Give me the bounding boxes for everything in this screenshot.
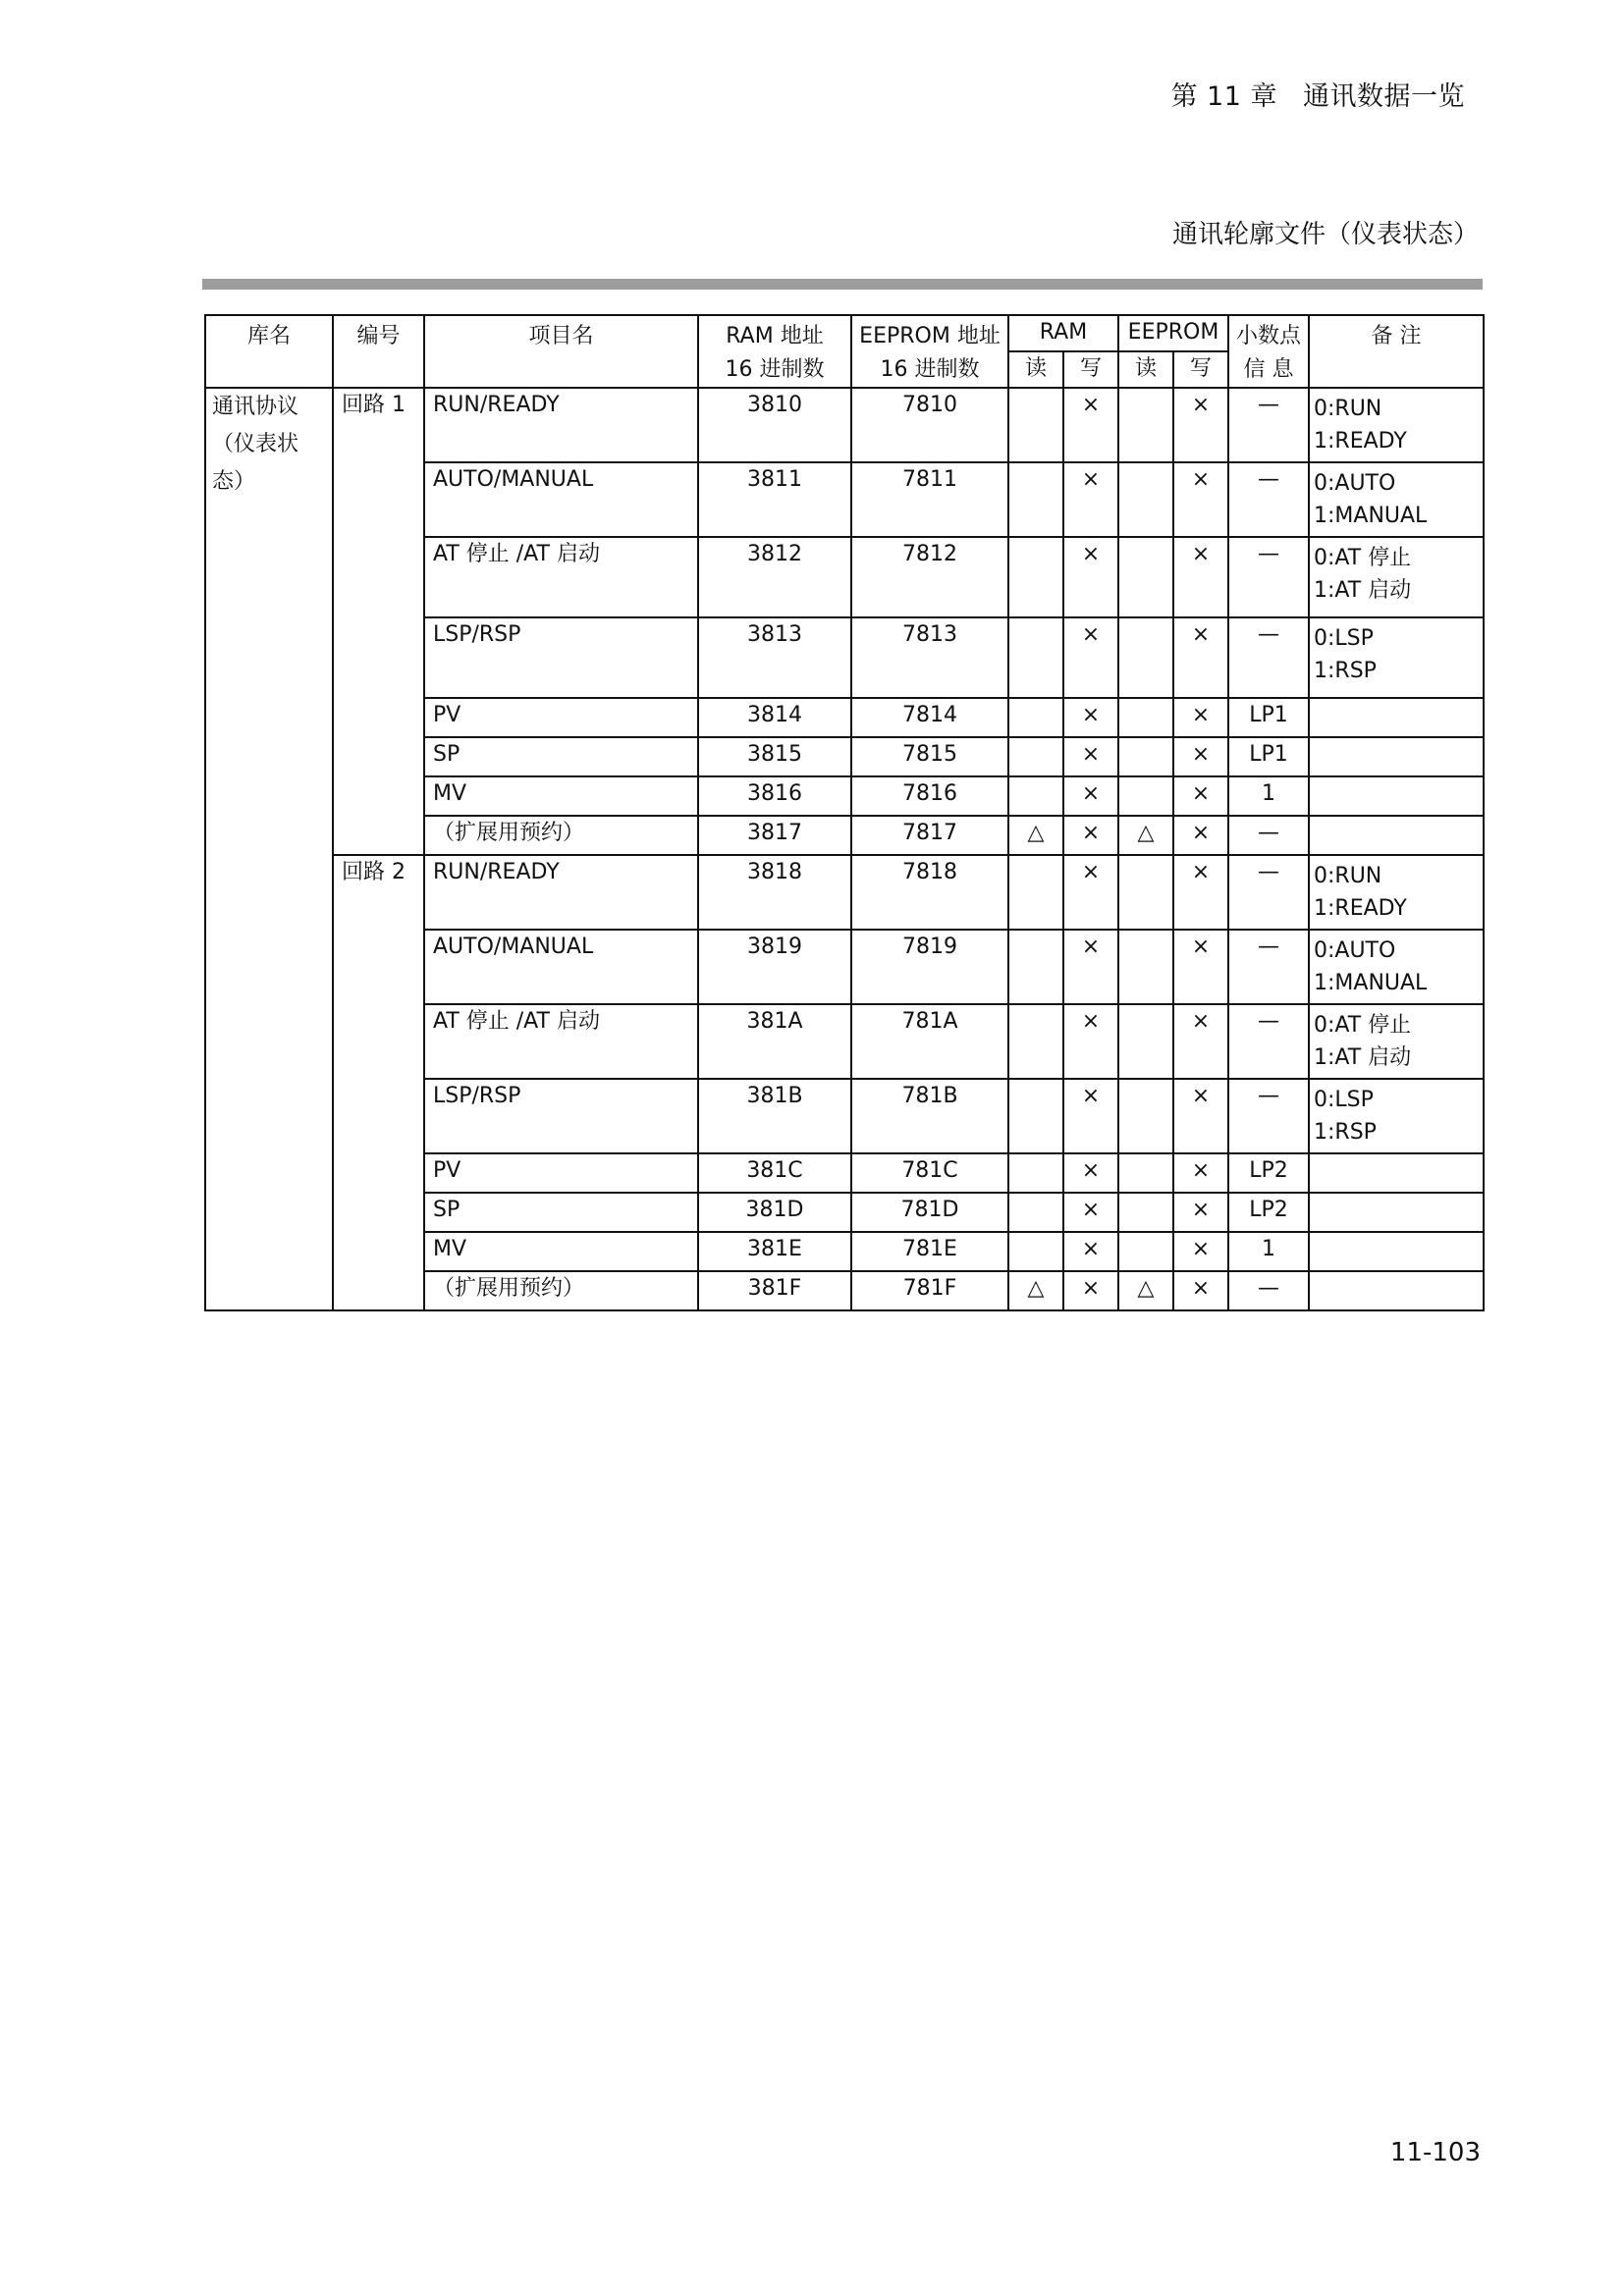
eeprom-write: × [1173, 737, 1228, 776]
ram-write: × [1063, 617, 1118, 698]
ram-write: × [1063, 388, 1118, 462]
ram-write: × [1063, 930, 1118, 1004]
header-number: 编号 [333, 315, 424, 388]
eeprom-write: × [1173, 776, 1228, 816]
ram-write: × [1063, 855, 1118, 930]
eeprom-read [1118, 930, 1173, 1004]
ram-address: 381E [698, 1232, 851, 1271]
item-name: （扩展用预约） [424, 1271, 698, 1310]
ram-address: 3818 [698, 855, 851, 930]
header-decimal: 小数点 信 息 [1228, 315, 1309, 388]
ram-address: 381B [698, 1079, 851, 1153]
ram-read: △ [1008, 1271, 1063, 1310]
ram-read [1008, 1004, 1063, 1079]
ram-write: × [1063, 462, 1118, 537]
table-row [205, 388, 1484, 462]
item-name: （扩展用预约） [424, 816, 698, 855]
eeprom-read [1118, 698, 1173, 737]
ram-read [1008, 462, 1063, 537]
section-title: 通讯轮廓文件（仪表状态） [1171, 220, 1479, 249]
table-header-row [205, 315, 1484, 351]
ram-write: × [1063, 816, 1118, 855]
decimal-info: — [1228, 462, 1309, 537]
eeprom-write: × [1173, 1079, 1228, 1153]
item-name: PV [424, 1153, 698, 1193]
ram-address: 3815 [698, 737, 851, 776]
ram-address: 3813 [698, 617, 851, 698]
eeprom-address: 781A [851, 1004, 1008, 1079]
note [1309, 1193, 1484, 1232]
eeprom-read: △ [1118, 1271, 1173, 1310]
library-name-cell: 通讯协议 （仪表状态） [205, 388, 333, 1310]
eeprom-read [1118, 537, 1173, 617]
decimal-info: 1 [1228, 776, 1309, 816]
eeprom-address: 7813 [851, 617, 1008, 698]
item-name: RUN/READY [424, 388, 698, 462]
eeprom-address: 781D [851, 1193, 1008, 1232]
ram-write: × [1063, 776, 1118, 816]
ram-read [1008, 537, 1063, 617]
note [1309, 737, 1484, 776]
chapter-number: 第 11 章 [1170, 81, 1277, 112]
section-divider [202, 279, 1483, 290]
header-ram-address: RAM 地址 16 进制数 [698, 315, 851, 388]
ram-write: × [1063, 1079, 1118, 1153]
eeprom-write: × [1173, 855, 1228, 930]
ram-address: 381F [698, 1271, 851, 1310]
eeprom-write: × [1173, 1153, 1228, 1193]
decimal-info: LP1 [1228, 737, 1309, 776]
decimal-info: — [1228, 855, 1309, 930]
eeprom-read: △ [1118, 816, 1173, 855]
ram-address: 381C [698, 1153, 851, 1193]
eeprom-address: 781F [851, 1271, 1008, 1310]
eeprom-read [1118, 1232, 1173, 1271]
eeprom-address: 7812 [851, 537, 1008, 617]
item-name: PV [424, 698, 698, 737]
eeprom-write: × [1173, 698, 1228, 737]
ram-read [1008, 1079, 1063, 1153]
table-row [205, 855, 1484, 930]
ram-address: 3811 [698, 462, 851, 537]
ram-address: 3816 [698, 776, 851, 816]
ram-address: 3819 [698, 930, 851, 1004]
chapter-title: 通讯数据一览 [1303, 81, 1465, 112]
header-eeprom-write: 写 [1173, 351, 1228, 388]
eeprom-write: × [1173, 816, 1228, 855]
header-eeprom-read: 读 [1118, 351, 1173, 388]
item-name: LSP/RSP [424, 617, 698, 698]
eeprom-read [1118, 737, 1173, 776]
loop-2-cell: 回路 2 [333, 855, 424, 1310]
ram-write: × [1063, 737, 1118, 776]
decimal-info: — [1228, 1271, 1309, 1310]
item-name: AUTO/MANUAL [424, 930, 698, 1004]
eeprom-address: 781C [851, 1153, 1008, 1193]
eeprom-address: 7817 [851, 816, 1008, 855]
eeprom-read [1118, 776, 1173, 816]
item-name: MV [424, 1232, 698, 1271]
header-ram-read: 读 [1008, 351, 1063, 388]
note: 0:RUN 1:READY [1309, 855, 1484, 930]
note: 0:AUTO 1:MANUAL [1309, 462, 1484, 537]
communication-data-table [204, 314, 1485, 1311]
ram-read [1008, 776, 1063, 816]
eeprom-write: × [1173, 462, 1228, 537]
chapter-heading [1170, 75, 1465, 113]
ram-read [1008, 388, 1063, 462]
decimal-info: — [1228, 388, 1309, 462]
note: 0:LSP 1:RSP [1309, 617, 1484, 698]
page-number: 11-103 [1389, 2138, 1481, 2167]
ram-read [1008, 617, 1063, 698]
ram-write: × [1063, 1004, 1118, 1079]
note [1309, 1271, 1484, 1310]
header-ram: RAM [1008, 315, 1118, 351]
decimal-info: — [1228, 816, 1309, 855]
note: 0:AT 停止 1:AT 启动 [1309, 1004, 1484, 1079]
ram-write: × [1063, 1153, 1118, 1193]
ram-read [1008, 855, 1063, 930]
item-name: SP [424, 737, 698, 776]
item-name: RUN/READY [424, 855, 698, 930]
eeprom-read [1118, 1193, 1173, 1232]
decimal-info: — [1228, 537, 1309, 617]
decimal-info: — [1228, 930, 1309, 1004]
note [1309, 1232, 1484, 1271]
ram-read [1008, 1153, 1063, 1193]
eeprom-address: 781E [851, 1232, 1008, 1271]
eeprom-read [1118, 462, 1173, 537]
header-eeprom: EEPROM [1118, 315, 1228, 351]
eeprom-read [1118, 617, 1173, 698]
decimal-info: — [1228, 617, 1309, 698]
decimal-info: 1 [1228, 1232, 1309, 1271]
eeprom-address: 7811 [851, 462, 1008, 537]
eeprom-write: × [1173, 1193, 1228, 1232]
item-name: LSP/RSP [424, 1079, 698, 1153]
decimal-info: — [1228, 1079, 1309, 1153]
eeprom-write: × [1173, 1232, 1228, 1271]
item-name: MV [424, 776, 698, 816]
ram-read: △ [1008, 816, 1063, 855]
header-ram-write: 写 [1063, 351, 1118, 388]
ram-address: 3812 [698, 537, 851, 617]
eeprom-address: 7819 [851, 930, 1008, 1004]
eeprom-write: × [1173, 930, 1228, 1004]
decimal-info: LP1 [1228, 698, 1309, 737]
ram-read [1008, 930, 1063, 1004]
eeprom-address: 7814 [851, 698, 1008, 737]
header-library: 库名 [205, 315, 333, 388]
eeprom-write: × [1173, 617, 1228, 698]
item-name: AT 停止 /AT 启动 [424, 1004, 698, 1079]
note [1309, 776, 1484, 816]
eeprom-write: × [1173, 1271, 1228, 1310]
item-name: AUTO/MANUAL [424, 462, 698, 537]
header-note: 备 注 [1309, 315, 1484, 388]
note: 0:AT 停止 1:AT 启动 [1309, 537, 1484, 617]
ram-write: × [1063, 1232, 1118, 1271]
header-item: 项目名 [424, 315, 698, 388]
eeprom-write: × [1173, 388, 1228, 462]
decimal-info: LP2 [1228, 1193, 1309, 1232]
eeprom-write: × [1173, 1004, 1228, 1079]
ram-address: 381D [698, 1193, 851, 1232]
eeprom-address: 7810 [851, 388, 1008, 462]
ram-address: 3814 [698, 698, 851, 737]
loop-1-cell: 回路 1 [333, 388, 424, 855]
eeprom-address: 7816 [851, 776, 1008, 816]
header-eeprom-address: EEPROM 地址 16 进制数 [851, 315, 1008, 388]
eeprom-read [1118, 1004, 1173, 1079]
ram-write: × [1063, 698, 1118, 737]
eeprom-read [1118, 1153, 1173, 1193]
ram-address: 381A [698, 1004, 851, 1079]
ram-read [1008, 1193, 1063, 1232]
ram-write: × [1063, 1271, 1118, 1310]
note [1309, 1153, 1484, 1193]
note: 0:RUN 1:READY [1309, 388, 1484, 462]
item-name: AT 停止 /AT 启动 [424, 537, 698, 617]
ram-read [1008, 698, 1063, 737]
ram-write: × [1063, 537, 1118, 617]
note: 0:AUTO 1:MANUAL [1309, 930, 1484, 1004]
note [1309, 698, 1484, 737]
decimal-info: LP2 [1228, 1153, 1309, 1193]
note: 0:LSP 1:RSP [1309, 1079, 1484, 1153]
eeprom-read [1118, 1079, 1173, 1153]
eeprom-read [1118, 388, 1173, 462]
decimal-info: — [1228, 1004, 1309, 1079]
eeprom-read [1118, 855, 1173, 930]
ram-address: 3817 [698, 816, 851, 855]
item-name: SP [424, 1193, 698, 1232]
eeprom-address: 7815 [851, 737, 1008, 776]
ram-read [1008, 1232, 1063, 1271]
note [1309, 816, 1484, 855]
ram-read [1008, 737, 1063, 776]
ram-write: × [1063, 1193, 1118, 1232]
eeprom-address: 7818 [851, 855, 1008, 930]
eeprom-write: × [1173, 537, 1228, 617]
eeprom-address: 781B [851, 1079, 1008, 1153]
ram-address: 3810 [698, 388, 851, 462]
